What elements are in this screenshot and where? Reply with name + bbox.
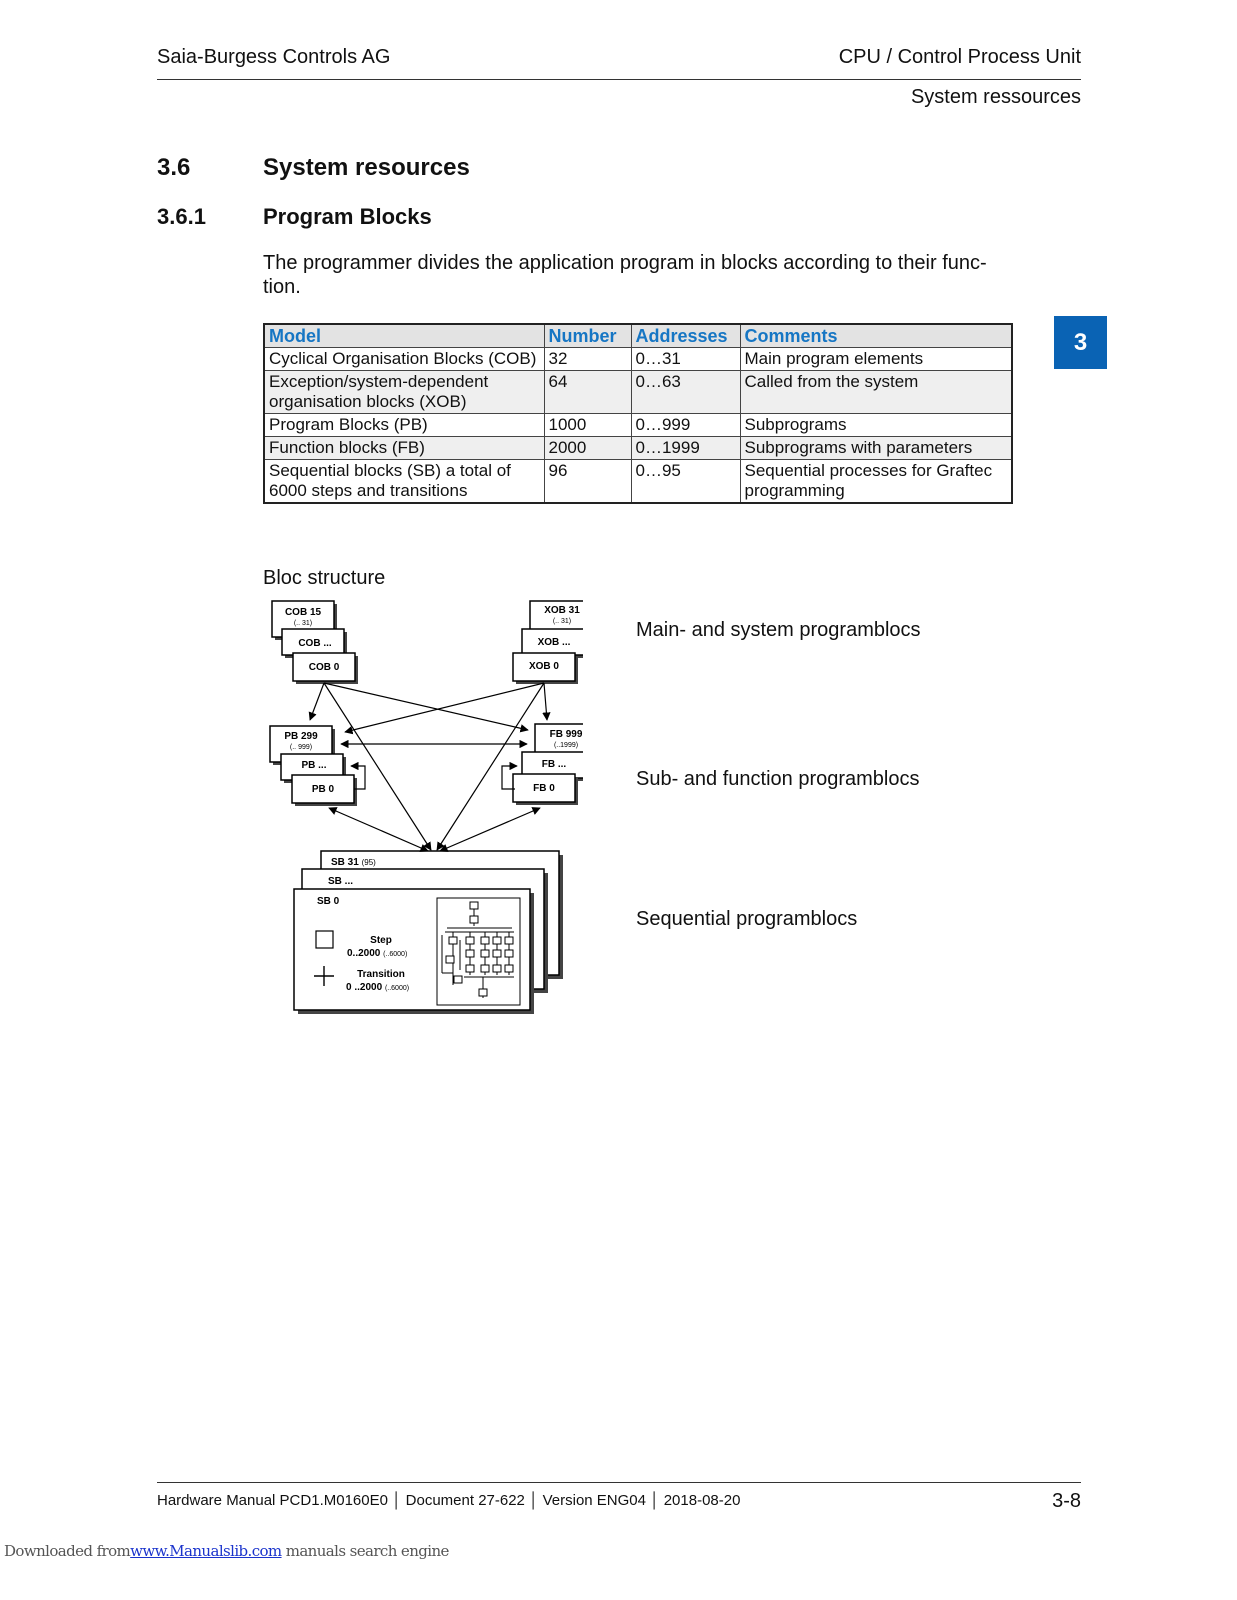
table-header-cell: Addresses xyxy=(631,324,740,348)
pb-sb-arrow xyxy=(329,808,428,851)
table-header-cell: Number xyxy=(544,324,631,348)
table-row xyxy=(264,414,1012,437)
table-row xyxy=(264,437,1012,460)
table-cell: 0…63 xyxy=(631,371,740,414)
transition-range: 0 ..2000 (..6000) xyxy=(346,982,410,993)
xob31-label: XOB 31 xyxy=(544,605,580,616)
table-cell: 0…999 xyxy=(631,414,740,437)
header-rule xyxy=(157,79,1081,80)
intro-paragraph: The programmer divides the application program in blocks according to their func-tion. xyxy=(263,252,987,298)
table-cell: Sequential processes for Graftec programming xyxy=(740,460,1012,504)
table-cell: 0…1999 xyxy=(631,437,740,460)
section-title: System resources xyxy=(263,154,470,181)
graftec-thumbnail-icon xyxy=(437,898,520,1005)
sb31-label: SB 31 (95) xyxy=(331,857,376,868)
fb-mid-label: FB ... xyxy=(541,759,567,770)
fb0-label: FB 0 xyxy=(533,783,555,794)
cob15-label: COB 15 xyxy=(284,607,322,618)
table-cell: Cyclical Organisation Blocks (COB) xyxy=(264,348,544,371)
table-cell: Subprograms with parameters xyxy=(740,437,1012,460)
fb999-sublabel: (..1999) xyxy=(553,742,579,749)
footer-rule xyxy=(157,1482,1081,1483)
cob-mid-label: COB ... xyxy=(298,638,332,649)
step-range: 0..2000 (..6000) xyxy=(347,948,408,959)
table-header-cell: Model xyxy=(264,324,544,348)
pb-mid-label: PB ... xyxy=(301,760,327,771)
side-label-sequential: Sequential programblocs xyxy=(636,908,858,930)
table-cell: 0…31 xyxy=(631,348,740,371)
fb999-label: FB 999 xyxy=(549,729,583,740)
header-section: System ressources xyxy=(910,86,1081,108)
section-number: 3.6 xyxy=(157,154,191,181)
table-cell: Program Blocks (PB) xyxy=(264,414,544,437)
table-row xyxy=(264,371,1012,414)
table-header-cell: Comments xyxy=(740,324,1012,348)
side-label-main: Main- and system programblocs xyxy=(636,619,921,641)
table-cell: Called from the system xyxy=(740,371,1012,414)
diagram-caption: Bloc structure xyxy=(263,567,386,589)
table-cell: 0…95 xyxy=(631,460,740,504)
cob-to-pb-arrow xyxy=(310,683,324,720)
header-company: Saia-Burgess Controls AG xyxy=(157,46,391,68)
xob31-sublabel: (.. 31) xyxy=(552,618,572,625)
program-blocks-table xyxy=(263,323,1013,504)
table-cell: Main program elements xyxy=(740,348,1012,371)
table-cell: 1000 xyxy=(544,414,631,437)
cob0-label: COB 0 xyxy=(308,662,340,673)
table-cell: Subprograms xyxy=(740,414,1012,437)
pb299-label: PB 299 xyxy=(284,731,318,742)
xob-mid-label: XOB ... xyxy=(537,637,571,648)
manualslib-link[interactable]: www.Manualslib.com xyxy=(130,1542,282,1560)
side-label-sub: Sub- and function programblocs xyxy=(636,768,920,790)
pb0-label: PB 0 xyxy=(311,784,335,795)
download-notice xyxy=(4,1542,449,1560)
cob-to-fb-arrow xyxy=(324,683,528,730)
table-cell: 32 xyxy=(544,348,631,371)
table-cell: 64 xyxy=(544,371,631,414)
table-row xyxy=(264,348,1012,371)
sb0-label: SB 0 xyxy=(317,896,340,907)
subsection-heading xyxy=(157,204,432,230)
page-number: 3-8 xyxy=(1052,1490,1081,1512)
section-heading xyxy=(157,154,470,182)
pb299-sublabel: (.. 999) xyxy=(289,744,313,751)
table-cell: Function blocks (FB) xyxy=(264,437,544,460)
subsection-title: Program Blocks xyxy=(263,204,432,229)
xob0-label: XOB 0 xyxy=(528,661,560,672)
step-label: Step xyxy=(370,935,392,946)
table-header-row xyxy=(264,324,1012,348)
table-cell: 96 xyxy=(544,460,631,504)
chapter-tab: 3 xyxy=(1054,316,1107,369)
cob15-sublabel: (.. 31) xyxy=(293,620,313,627)
xob-to-pb-arrow xyxy=(345,683,544,732)
footer-text: Hardware Manual PCD1.M0160E0 │ Document 27-622 │ Version ENG04 │ 2018-08-20 xyxy=(157,1492,741,1509)
download-suffix: manuals search engine xyxy=(281,1542,449,1560)
table-row xyxy=(264,460,1012,504)
table-cell: 2000 xyxy=(544,437,631,460)
sb-mid-label: SB ... xyxy=(328,876,354,887)
download-prefix: Downloaded from xyxy=(4,1542,131,1560)
subsection-number: 3.6.1 xyxy=(157,204,206,229)
fb-sb-arrow xyxy=(440,808,540,851)
xob-to-fb-arrow xyxy=(544,683,547,720)
table-cell: Sequential blocks (SB) a total of 6000 steps and transitions xyxy=(264,460,544,504)
transition-label: Transition xyxy=(357,969,405,980)
step-symbol-icon xyxy=(316,931,333,948)
header-chapter: CPU / Control Process Unit xyxy=(838,46,1081,68)
table-cell: Exception/system-dependent organisation blocks (XOB) xyxy=(264,371,544,414)
bloc-structure-diagram xyxy=(263,595,583,1025)
